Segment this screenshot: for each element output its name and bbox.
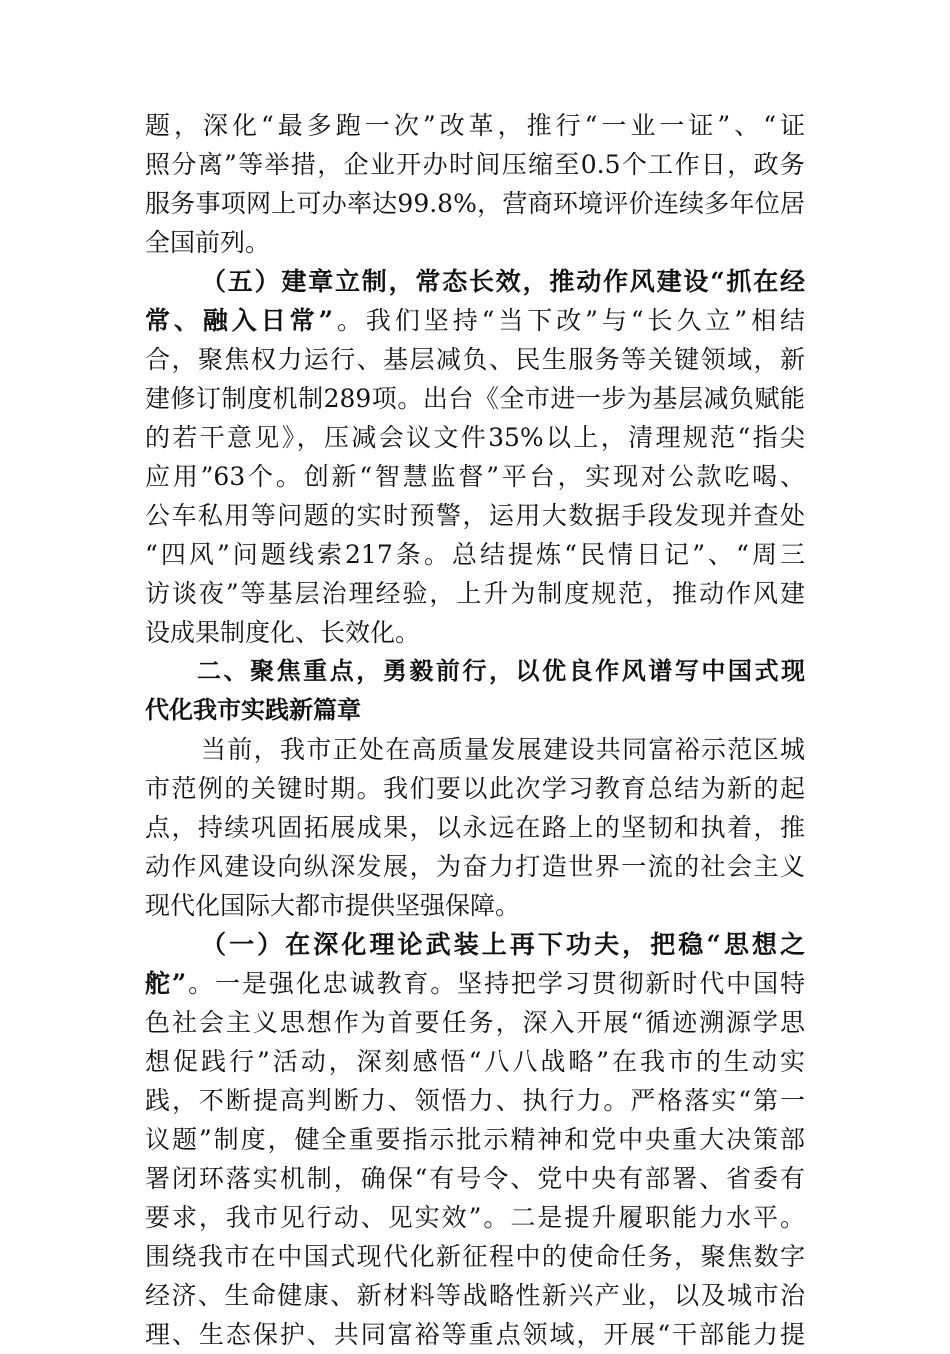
paragraph-line: 访谈夜”等基层治理经验，上升为制度规范，推动作风建 — [145, 579, 805, 608]
paragraph-line: “四风”问题线索217条。总结提炼“民情日记”、“周三 — [145, 540, 805, 569]
paragraph-line — [145, 964, 805, 1003]
paragraph-line: 动作风建设向纵深发展，为奋力打造世界一流的社会主义 — [145, 852, 805, 881]
paragraph-line: 践，不断提高判断力、领悟力、执行力。严格落实“第一 — [145, 1086, 805, 1115]
section-heading-tail: 舵” — [145, 969, 187, 998]
paragraph-text: 。我们坚持“当下改”与“长久立”相结 — [333, 306, 806, 335]
document-body — [145, 106, 805, 1354]
paragraph-line: 全国前列。 — [145, 228, 271, 257]
section-heading-line: （五）建章立制，常态长效，推动作风建设“抓在经 — [201, 267, 805, 296]
chapter-heading-line: 代化我市实践新篇章 — [145, 696, 361, 724]
section-heading-line: （一）在深化理论武装上再下功夫，把稳“思想之 — [201, 930, 805, 959]
paragraph-line: 公车私用等问题的实时预警，运用大数据手段发现并查处 — [145, 501, 805, 530]
paragraph-line: 应用”63个。创新“智慧监督”平台，实现对公款吃喝、 — [145, 462, 805, 491]
paragraph-line: 合，聚焦权力运行、基层减负、民生服务等关键领域，新 — [145, 345, 805, 374]
paragraph-line — [145, 301, 805, 340]
paragraph-line: 色社会主义思想作为首要任务，深入开展“循迹溯源学思 — [145, 1008, 805, 1037]
paragraph-line: 的若干意见》，压减会议文件35%以上，清理规范“指尖 — [145, 423, 805, 452]
paragraph-line: 当前，我市正处在高质量发展建设共同富裕示范区城 — [201, 735, 805, 764]
paragraph-line: 现代化国际大都市提供坚强保障。 — [145, 891, 521, 920]
paragraph-line: 议题”制度，健全重要指示批示精神和党中央重大决策部 — [145, 1125, 805, 1154]
paragraph-line: 建修订制度机制289项。出台《全市进一步为基层减负赋能 — [145, 384, 805, 413]
section-heading-tail: 常、融入日常” — [145, 306, 334, 335]
chapter-heading-line: 二、聚焦重点，勇毅前行，以优良作风谱写中国式现 — [197, 657, 805, 685]
paragraph-line: 服务事项网上可办率达99.8%，营商环境评价连续多年位居 — [145, 189, 805, 218]
paragraph-line: 市范例的关键时期。我们要以此次学习教育总结为新的起 — [145, 774, 805, 803]
paragraph-line: 署闭环落实机制，确保“有号令、党中央有部署、省委有 — [145, 1164, 805, 1193]
paragraph-line: 围绕我市在中国式现代化新征程中的使命任务，聚焦数字 — [145, 1242, 805, 1271]
paragraph-line: 题，深化“最多跑一次”改革，推行“一业一证”、“证 — [145, 111, 805, 140]
paragraph-line: 点，持续巩固拓展成果，以永远在路上的坚韧和执着，推 — [145, 813, 805, 842]
paragraph-line: 要求，我市见行动、见实效”。二是提升履职能力水平。 — [145, 1203, 805, 1232]
paragraph-line: 想促践行”活动，深刻感悟“八八战略”在我市的生动实 — [145, 1047, 805, 1076]
paragraph-line: 经济、生命健康、新材料等战略性新兴产业，以及城市治 — [145, 1281, 805, 1310]
paragraph-line: 设成果制度化、长效化。 — [145, 618, 421, 647]
paragraph-text: 。一是强化忠诚教育。坚持把学习贯彻新时代中国特 — [186, 969, 805, 998]
paragraph-line: 照分离”等举措，企业开办时间压缩至0.5个工作日，政务 — [145, 150, 805, 179]
paragraph-line: 理、生态保护、共同富裕等重点领域，开展“干部能力提 — [145, 1320, 805, 1349]
